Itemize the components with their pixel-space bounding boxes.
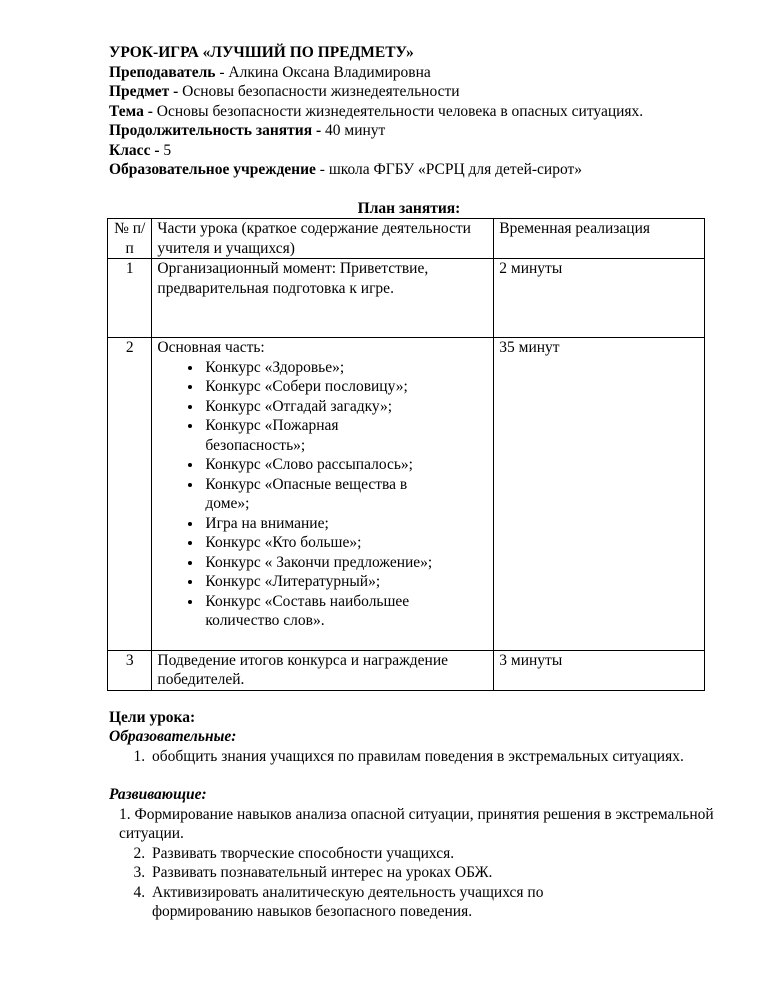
- list-item: • Конкурс «Составь наибольшее количество слов».: [203, 592, 445, 631]
- goals-section: [109, 708, 719, 922]
- list-item: • Игра на внимание;: [203, 514, 488, 534]
- list-item: • Конкурс «Отгадай загадку»;: [203, 397, 488, 417]
- grade-label: Класс -: [109, 141, 160, 159]
- table-header-row: [108, 219, 705, 259]
- school-label: Образовательное учреждение: [109, 161, 316, 178]
- grade-line: [109, 141, 719, 161]
- list-item: 3. Развивать познавательный интерес на уроках ОБЖ.: [149, 863, 719, 883]
- row-num: 3: [108, 650, 152, 690]
- educational-title: Образовательные:: [109, 728, 237, 745]
- list-item: • Конкурс « Закончи предложение»;: [203, 553, 488, 573]
- list-item: 2. Развивать творческие способности учащихся.: [149, 844, 719, 864]
- list-item: • Конкурс «Опасные вещества в доме»;: [203, 475, 450, 514]
- subject-value: Основы безопасности жизнедеятельности: [178, 83, 460, 100]
- teacher-line: [109, 63, 719, 83]
- school-line: [109, 160, 719, 180]
- row-text: Организационный момент: Приветствие, предварительная подготовка к игре.: [152, 259, 494, 338]
- subject-label: Предмет -: [109, 83, 179, 100]
- plan-table: [107, 218, 705, 691]
- list-item: • Конкурс «Слово рассыпалось»;: [203, 455, 488, 475]
- list-item: • Конкурс «Литературный»;: [203, 572, 488, 592]
- school-value: - школа ФГБУ «РСРЦ для детей-сирот»: [315, 161, 583, 178]
- row-time: 35 минут: [494, 338, 705, 651]
- header-parts: Части урока (краткое содержание деятельности учителя и учащихся): [152, 219, 494, 259]
- document-page: [109, 43, 719, 922]
- teacher-label: Преподаватель: [109, 63, 216, 81]
- row-num: 1: [108, 259, 152, 338]
- list-item: • Конкурс «Кто больше»;: [203, 533, 488, 553]
- row-num: 2: [108, 338, 152, 651]
- row-main-title: Основная часть:: [157, 339, 265, 356]
- header-time: Временная реализация: [494, 219, 705, 259]
- teacher-value: - Алкина Оксана Владимировна: [215, 63, 431, 81]
- table-row: [108, 650, 705, 690]
- topic-value: Основы безопасности жизнедеятельности человека в опасных ситуациях.: [152, 102, 644, 120]
- subject-line: [109, 82, 719, 102]
- plan-title: План занятия:: [357, 199, 461, 217]
- duration-label: Продолжительность занятия -: [109, 122, 322, 139]
- topic-line: [109, 102, 654, 122]
- contest-list: [157, 358, 488, 631]
- grade-value: 5: [159, 141, 172, 159]
- goals-title: Цели урока:: [109, 708, 196, 726]
- list-item: 4. Активизировать аналитическую деятельность учащихся по формированию навыков безопасного поведения.: [149, 883, 622, 922]
- developing-list: [109, 844, 719, 922]
- row-text: Подведение итогов конкурса и награждение победителей.: [152, 650, 494, 690]
- row-text: [152, 338, 494, 651]
- duration-line: [109, 121, 719, 141]
- list-item: • Конкурс «Собери пословицу»;: [203, 377, 488, 397]
- list-item: • Конкурс «Здоровье»;: [203, 358, 488, 378]
- topic-label: Тема -: [109, 102, 153, 120]
- developing-title: Развивающие:: [109, 786, 207, 803]
- list-item: • Конкурс «Пожарная безопасность»;: [203, 416, 380, 455]
- list-item: 1. обобщить знания учащихся по правилам поведения в экстремальных ситуациях.: [149, 747, 692, 767]
- developing-first-item: 1. Формирование навыков анализа опасной ситуации, принятия решения в экстремальной ситуации.: [119, 805, 714, 842]
- duration-value: 40 минут: [321, 122, 386, 139]
- table-row: [108, 338, 705, 651]
- document-title: УРОК-ИГРА «ЛУЧШИЙ ПО ПРЕДМЕТУ»: [109, 44, 414, 61]
- header-num: № п/п: [108, 219, 152, 259]
- educational-list: [109, 747, 719, 767]
- row-time: 3 минуты: [494, 650, 705, 690]
- table-row: [108, 259, 705, 338]
- row-time: 2 минуты: [494, 259, 705, 338]
